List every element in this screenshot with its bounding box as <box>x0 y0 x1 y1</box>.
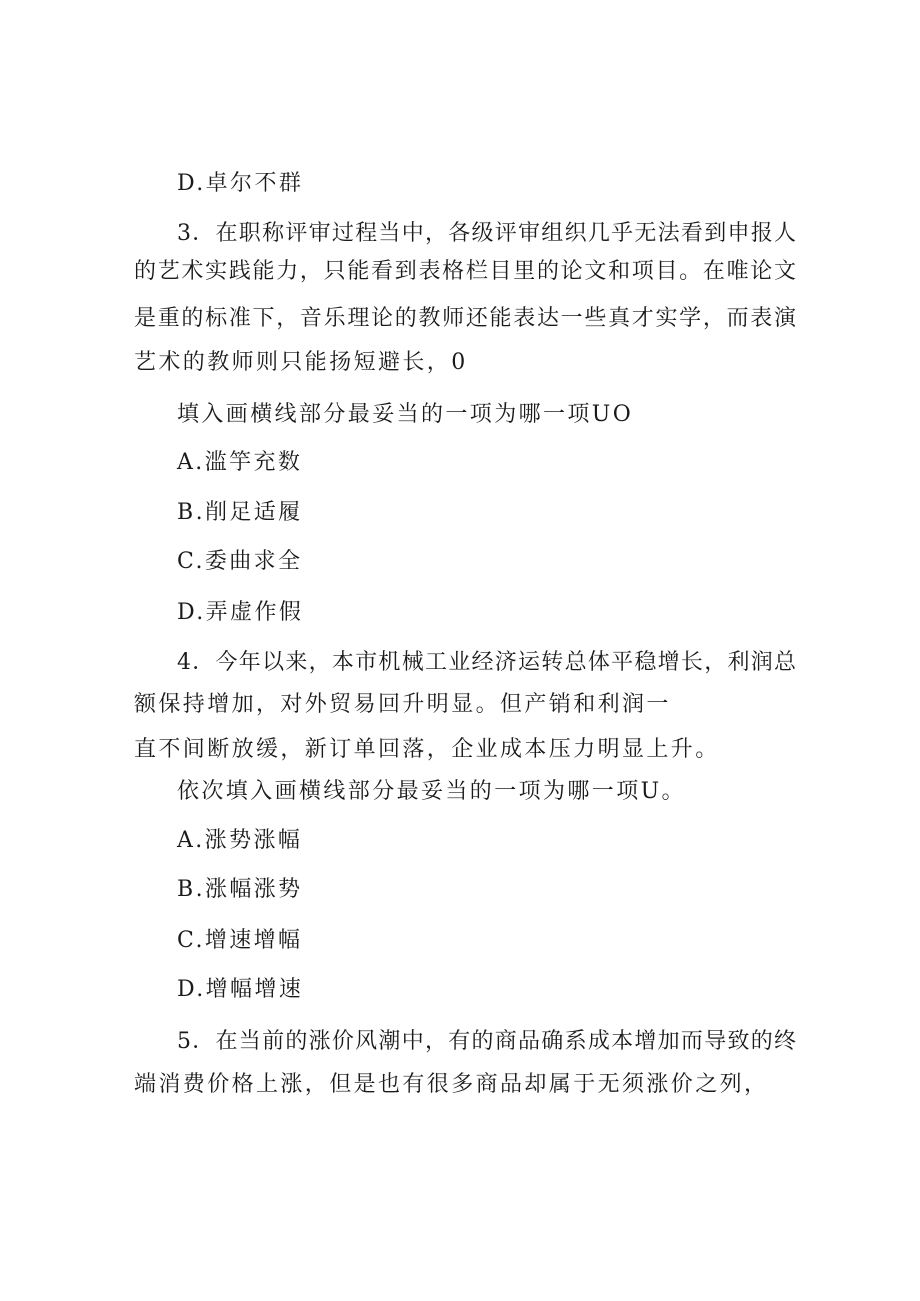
q2-option-d: D.卓尔不群 <box>177 171 304 196</box>
q3-option-b: B.削足适履 <box>177 500 303 525</box>
q3-text-line-4: 艺术的教师则只能扬短避长，0 <box>134 350 468 375</box>
q5-text-line-2: 端消费价格上涨，但是也有很多商品却属于无须涨价之列， <box>134 1072 769 1097</box>
q5-text-line-1: 5．在当前的涨价风潮中，有的商品确系成本增加而导致的终 <box>177 1029 796 1054</box>
q3-text-line-3: 是重的标准下，音乐理论的教师还能表达一些真才实学，而表演 <box>134 306 796 331</box>
q4-text-line-3: 直不间断放缓，新订单回落，企业成本压力明显上升。 <box>134 737 720 762</box>
q4-option-a: A.涨势涨幅 <box>177 828 303 853</box>
q4-text-line-2: 额保持增加，对外贸易回升明显。但产销和利润一 <box>134 692 671 717</box>
q3-text-line-1: 3．在职称评审过程当中，各级评审组织几乎无法看到申报人 <box>177 221 796 246</box>
q3-option-d: D.弄虚作假 <box>177 600 304 625</box>
q4-option-b: B.涨幅涨势 <box>177 877 303 902</box>
q3-prompt: 填入画横线部分最妥当的一项为哪一项UO <box>177 402 634 427</box>
q3-option-a: A.滥竽充数 <box>177 450 303 475</box>
q3-text-line-2: 的艺术实践能力，只能看到表格栏目里的论文和项目。在唯论文 <box>134 259 796 284</box>
q3-option-c: C.委曲求全 <box>177 549 303 574</box>
q4-option-c: C.增速增幅 <box>177 928 303 953</box>
q4-text-line-1: 4．今年以来，本市机械工业经济运转总体平稳增长，利润总 <box>177 650 796 675</box>
q4-prompt: 依次填入画横线部分最妥当的一项为哪一项U。 <box>177 779 686 804</box>
q4-option-d: D.增幅增速 <box>177 977 304 1002</box>
